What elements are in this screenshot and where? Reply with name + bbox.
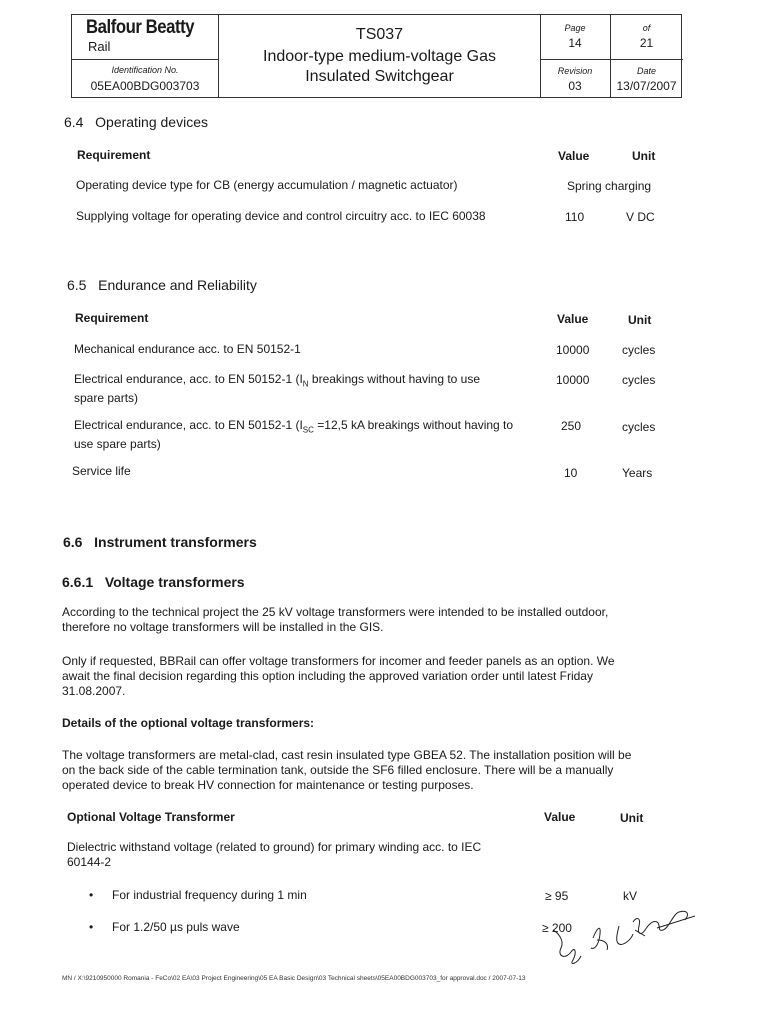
revision-value: 03 (568, 79, 582, 93)
table-row-requirement: Service life (72, 464, 131, 478)
table-row-requirement: Electrical endurance, acc. to EN 50152-1 ($I_{SC} =12,5$ kA breakings without having to use spare parts) (74, 418, 514, 452)
revision-label: Revision (557, 66, 593, 76)
col-header-value: Value (558, 149, 590, 163)
table-row-requirement: Supplying voltage for operating device and control circuitry acc. to IEC 60038 (76, 209, 486, 223)
bullet-text: For industrial frequency during 1 min (112, 888, 307, 902)
paragraph: The voltage transformers are metal-clad, cast resin insulated type GBEA 52. The installation position will be on the back side of the cable termination tank, outside the SF6 filled enclosure. There will be a manually operated device to break HV connection for maintenance or testing purposes. (62, 748, 632, 792)
table-row-requirement: Operating device type for CB (energy accumulation / magnetic actuator) (76, 178, 458, 192)
date-label: Date (636, 66, 656, 76)
paragraph: According to the technical project the 25 kV voltage transformers were intended to be installed outdoor, therefore no voltage transformers will be installed in the GIS. (62, 605, 609, 634)
section-heading-6-6: 6.6 Instrument transformers (63, 534, 257, 550)
details-heading: Details of the optional voltage transformers: (62, 716, 315, 730)
section-heading-6-4: 6.4 Operating devices (64, 114, 208, 130)
bullet-text: For 1.2/50 µs puls wave (112, 920, 240, 934)
section-heading-6-6-1: 6.6.1 Voltage transformers (62, 574, 245, 590)
col-header-value: Value (544, 810, 576, 824)
table-row-value: 10 (564, 466, 578, 480)
document-code: TS037 (355, 26, 404, 43)
of-value: 21 (639, 36, 654, 50)
page-value: 14 (568, 36, 582, 50)
col-header-value: Value (557, 312, 589, 326)
table-row-unit: cycles (622, 373, 656, 387)
identification-value: 05EA00BDG003703 (90, 79, 200, 93)
document-title: Indoor-type medium-voltage Gas Insulated Switchgear (263, 48, 496, 85)
table-row-requirement: Electrical endurance, acc. to EN 50152-1 ($I_N$ breakings without having to use spare parts) (74, 372, 481, 406)
table-row-value: 250 (561, 419, 582, 433)
table-row-value: ≥ 95 (545, 889, 569, 903)
table-row-value: ≥ 200 (542, 921, 572, 935)
table-row-value: 110 (565, 210, 585, 224)
table-row-value: 10000 (556, 373, 590, 387)
table-row-requirement: Mechanical endurance acc. to EN 50152-1 (74, 342, 301, 356)
table-row-unit: kV (623, 889, 638, 903)
table-row-value: Spring charging (567, 179, 652, 193)
table-row-requirement: Dielectric withstand voltage (related to ground) for primary winding acc. to IEC 60144-2 (67, 840, 482, 869)
table-row-unit: cycles (622, 343, 656, 357)
bullet-item: • (89, 888, 94, 902)
identification-label: Identification No. (111, 65, 179, 75)
bullet-item: • (89, 920, 94, 934)
table-row-unit: V DC (626, 210, 655, 224)
table-row-unit: Years (622, 466, 653, 480)
date-value: 13/07/2007 (616, 79, 677, 93)
col-header-requirement: Requirement (75, 311, 149, 325)
col-header-unit: Unit (632, 149, 656, 163)
document-footer: MN / X:\9210950000 Romania - FeCo\02 EA\03 Project Engineering\05 EA Basic Design\03 Technical sheets\05EA00BDG003703_for approval.doc / 2007-07-13 (62, 975, 526, 982)
handwritten-signature (545, 890, 695, 970)
company-logo: Balfour Beatty (86, 17, 195, 38)
table-row-value: 10000 (556, 343, 590, 357)
col-header-requirement: Requirement (77, 148, 151, 162)
col-header-requirement: Optional Voltage Transformer (67, 810, 235, 824)
section-heading-6-5: 6.5 Endurance and Reliability (67, 277, 257, 293)
company-logo-sub: Rail (88, 39, 111, 54)
col-header-unit: Unit (628, 313, 652, 327)
document-header (71, 14, 682, 98)
col-header-unit: Unit (620, 811, 644, 825)
table-row-unit: cycles (622, 420, 656, 434)
paragraph: Only if requested, BBRail can offer voltage transformers for incomer and feeder panels as an option. We await the final decision regarding this option including the approved variation order until latest Friday 31.08.2007. (62, 654, 615, 698)
of-label: of (642, 23, 651, 33)
page-label: Page (564, 23, 586, 33)
